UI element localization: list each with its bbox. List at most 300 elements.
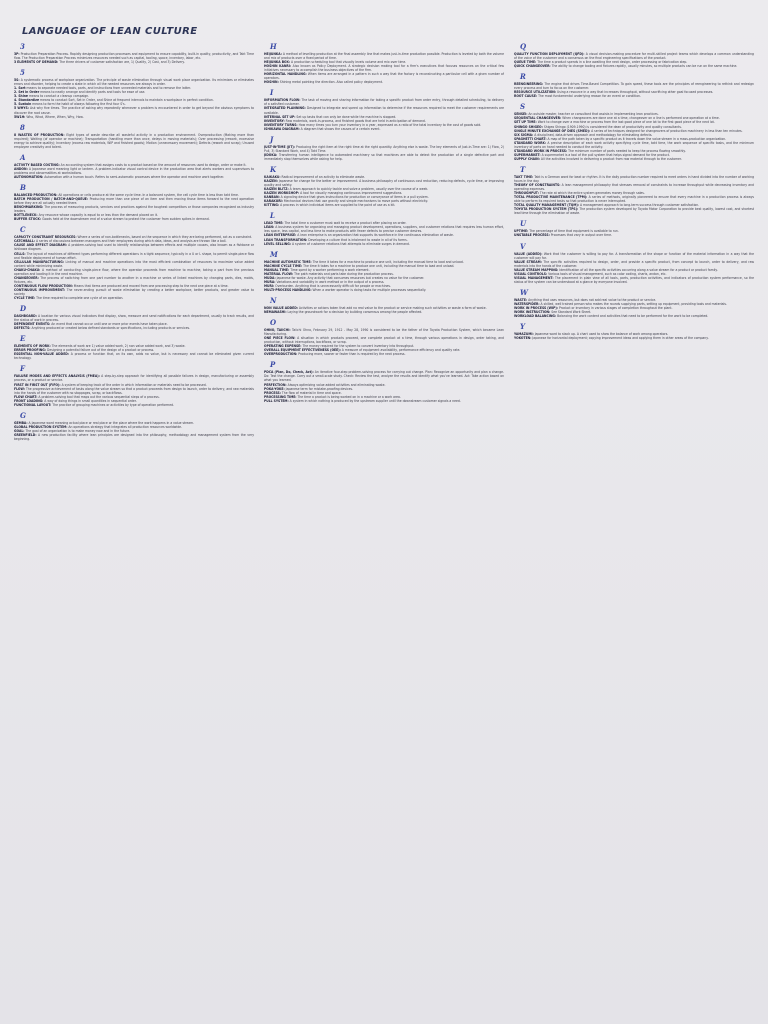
glossary-definition: A map of the path taken by a specific product as it travels down the value stream in a mass-production organization. xyxy=(546,136,727,141)
glossary-definition: Producing the right item at the right time at the right quantity. Anything else is waste. The key elements of Just-in-Time are: 1) Flow, 2) Pull, 3) Standard Work, and 4) Takt Time. xyxy=(264,144,504,153)
glossary-definition: Radical improvement of an activity to eliminate waste. xyxy=(280,174,366,179)
glossary-definition: A lean management philosophy that stresses removal of constraints to increase throughput while decreasing inventory and operating expenses. xyxy=(514,183,754,192)
glossary-definition: Production Preparation Process. Rapidly designing production processes and equipment to ensure capability, built-in quality, productivity, and Takt Time flow. The Production Preparation Process minimizes resources needed such as capital, tooling, space, inventory, labor, etc. xyxy=(14,52,254,61)
glossary-section xyxy=(514,289,754,318)
glossary-section xyxy=(14,154,254,179)
glossary-entry xyxy=(14,167,254,175)
glossary-term: TOTAL QUALITY MANAGEMENT (TQM): xyxy=(514,203,580,208)
glossary-term: YOKOTEN: xyxy=(514,336,532,341)
glossary-entry xyxy=(514,252,754,260)
glossary-term: GEMBA: xyxy=(14,420,28,425)
glossary-definition: A Japanese word meaning light or lantern. A problem-indicator visual control device in the production area that alerts workers and supervisors to problems and abnormalities at workstations. xyxy=(14,166,254,175)
glossary-entry xyxy=(264,80,504,84)
glossary-term: CHANGEOVER: xyxy=(14,275,39,280)
glossary-definition: The flow of material in time and space. xyxy=(280,390,342,395)
section-letter: P xyxy=(270,360,276,370)
glossary-column xyxy=(14,40,254,1014)
glossary-entry xyxy=(14,252,254,260)
glossary-definition: A new production facility where lean principles are designed into the philosophy, methodology and management system from the very beginning. xyxy=(14,432,254,441)
glossary-column xyxy=(264,40,504,1014)
glossary-section xyxy=(14,226,254,300)
glossary-term: MACHINE AUTOMATIC TIME: xyxy=(264,259,312,264)
section-letter: T xyxy=(520,164,526,174)
glossary-entry xyxy=(264,64,504,72)
glossary-entry xyxy=(264,98,504,106)
glossary-section xyxy=(14,184,254,221)
glossary-term: ERROR PROOFING: xyxy=(14,348,47,353)
glossary-entry xyxy=(14,260,254,268)
section-letter: A xyxy=(20,152,26,162)
glossary-term: KARAKURI: xyxy=(264,199,283,204)
glossary-section xyxy=(14,43,254,64)
glossary-definition: Where a series of non-bottlenecks, based on the sequence in which they are being performed, act as a constraint. xyxy=(76,235,253,240)
glossary-term: JIDOKA: xyxy=(264,152,278,157)
section-letter: E xyxy=(20,334,26,344)
glossary-definition: means to conduct a cleanup campaign. xyxy=(27,94,90,99)
glossary-section xyxy=(14,412,254,441)
glossary-definition: Activities or actions taken that add no real value to the product or service making such activities or waste a form of waste. xyxy=(297,305,487,310)
glossary-section xyxy=(514,43,754,68)
glossary-entry xyxy=(264,288,504,292)
glossary-definition: A system in which nothing is produced by the upstream supplier until the downstream customer signals a need. xyxy=(288,398,461,403)
glossary-term: VALUE STREAM MAPPING: xyxy=(514,267,559,272)
glossary-definition: A Japanese word meaning actual place or real place or the place where the work happens in a value stream. xyxy=(27,420,195,425)
glossary-section xyxy=(264,361,504,402)
glossary-definition: The process of measuring products, services and practices against the toughest competitors or those companies recognized as industry leaders. xyxy=(14,205,254,214)
section-letter: L xyxy=(270,211,275,221)
glossary-definition: All the activities involved in delivering a product from raw material through to the customer. xyxy=(539,156,682,161)
glossary-definition: Automation with a human touch. Refers to semi-automatic processes where the operator and machine work together. xyxy=(43,174,225,179)
glossary-entry xyxy=(264,203,504,207)
glossary-entry xyxy=(14,314,254,322)
glossary-definition: Using a resource in a way that increases throughput, without sacrificing other goal focused processes. xyxy=(556,90,714,95)
glossary-definition: A series of methods, originally pioneered to ensure that every machine in a production process is always able to perform its required tasks so that production is never interrupted. xyxy=(514,195,754,204)
glossary-entry xyxy=(264,399,504,403)
glossary-term: INTEGRATED PLANNING: xyxy=(264,106,306,111)
glossary-section xyxy=(14,69,254,118)
glossary-term: 3 ELEMENTS OF DEMAND: xyxy=(14,60,59,65)
glossary-definition: means to neatly arrange and identify parts and tools for ease of use. xyxy=(39,90,146,95)
glossary-definition: A production scheduling tool that visually levels volume and mix over time. xyxy=(290,60,407,65)
glossary-definition: An operations strategy that integrates all production resources worldwide. xyxy=(67,424,183,429)
glossary-term: STANDARD WORK IN PROCESS: xyxy=(514,148,568,153)
glossary-term: NON VALUE ADDED: xyxy=(264,305,298,310)
glossary-term: THROUGHPUT: xyxy=(514,191,539,196)
glossary-term: LEVEL SELLING: xyxy=(264,241,292,246)
glossary-definition: Variations and variability in work method or in the output of a process. xyxy=(275,279,385,284)
glossary-section xyxy=(514,243,754,284)
glossary-term: PROCESSING TIME: xyxy=(264,394,297,399)
section-letter: H xyxy=(270,42,277,51)
glossary-term: FAILURE MODES AND EFFECTS ANALYSIS (FMEA): xyxy=(14,374,100,379)
section-letter: V xyxy=(520,241,526,251)
glossary-term: TOYOTA PRODUCTION SYSTEM (TPS): xyxy=(514,207,579,212)
glossary-term: FLOW CHART: xyxy=(14,394,38,399)
glossary-term: MURI: xyxy=(264,283,275,288)
glossary-term: FRONT LOADING: xyxy=(14,398,44,403)
glossary-term: SEQUENTIAL CHANGEOVER: xyxy=(514,116,562,121)
glossary-entry xyxy=(14,133,254,149)
glossary-entry xyxy=(14,276,254,284)
glossary-entry xyxy=(514,260,754,268)
glossary-term: 5S: xyxy=(14,78,20,83)
glossary-term: ROOT CAUSE: xyxy=(514,94,538,99)
glossary-definition: The task of moving and sharing information for taking a specific product from order entry, through detailed scheduling, to delivery of a satisfied customer. xyxy=(264,98,504,107)
glossary-definition: Japanese for horizontal deployment; copying improvement ideas and applying them in other areas of the company. xyxy=(531,336,709,341)
glossary-term: OVERALL EQUIPMENT EFFECTIVENESS (OEE): xyxy=(264,348,341,353)
glossary-term: CATCHBALL: xyxy=(14,239,36,244)
glossary-section xyxy=(264,297,504,314)
glossary-term: SUPPLY CHAIN: xyxy=(514,156,540,161)
glossary-definition: When items are arranged in a pattern in such a way that the factory is reconstructing a particular cell with a given number of operators. xyxy=(264,72,504,81)
glossary-term: HOSHIN: xyxy=(264,80,279,85)
glossary-definition: The time a product is being worked on in a machine or a work area. xyxy=(296,394,401,399)
glossary-entry xyxy=(514,141,754,149)
section-letter: S xyxy=(520,102,526,112)
glossary-term: HEIJUNKA: xyxy=(264,52,282,56)
glossary-section xyxy=(264,212,504,245)
glossary-term: ESSENTIAL NON-VALUE ADDED: xyxy=(14,352,70,357)
glossary-definition: The total time a customer must wait to receive a product after placing an order. xyxy=(283,221,407,226)
glossary-entry xyxy=(514,157,754,161)
glossary-section xyxy=(514,220,754,237)
glossary-definition: Ask why five times. The practice of asking why repeatedly whenever a problem is encountered in order to get beyond the obvious symptoms to discover the root cause. xyxy=(14,106,254,115)
glossary-definition: A signaling device that gives instructions for production or conveyance of items in a pull system. xyxy=(279,195,429,200)
glossary-definition: Shining metal pointing the direction. Also called policy deployment. xyxy=(278,80,384,85)
section-letter: D xyxy=(20,304,27,314)
glossary-definition: Raw materials, work-in-process, and finished goods that are held in anticipation of demand. xyxy=(284,118,426,123)
glossary-definition: An accounting system that assigns costs to a product based on the amount of resources used to design, order or make it. xyxy=(59,162,247,167)
glossary-section xyxy=(264,251,504,292)
glossary-section xyxy=(264,166,504,207)
glossary-term: OVERPRODUCTION: xyxy=(264,352,298,357)
glossary-definition: The production system developed by Toyota Motor Corporation to provide best quality, lowest cost, and shortest lead time through the elimination of waste. xyxy=(514,207,754,216)
glossary-definition: Producing more than one piece of an item and then moving those items forward to the next operation before they are all actually needed there. xyxy=(14,197,254,206)
glossary-definition: Developing a culture that is intolerant to waste in all of its forms. xyxy=(307,237,408,242)
glossary-entry xyxy=(14,352,254,360)
glossary-definition: A lean enterprise is an organization that supports its workforce in the continuous elimination of waste. xyxy=(296,233,454,238)
glossary-definition: Takt is a German word for beat or rhythm. It is the daily production number required to meet orders in hand divided into the number of working hours in the day. xyxy=(514,174,754,183)
glossary-definition: The most fundamental underlying reason for an event or condition. xyxy=(537,94,641,99)
glossary-definition: Means that items are produced and moved from one processing step to the next one piece at a time. xyxy=(72,283,229,288)
section-letter: F xyxy=(20,364,25,374)
glossary-definition: Japanese for change for the better or improvement. A business philosophy of continuous cost reduction, reducing defects, cycle time, or improving quality and safety. xyxy=(264,178,504,188)
glossary-term: ELEMENTS OF WORK: xyxy=(14,344,51,349)
glossary-term: QUALITY FUNCTION DEPLOYMENT (QFD): xyxy=(514,52,585,56)
glossary-term: FLOW: xyxy=(14,386,25,391)
glossary-term: REENGINEERING: xyxy=(514,82,544,87)
glossary-term: KANBAN: xyxy=(264,195,280,200)
glossary-term: VALUE STREAM: xyxy=(514,259,542,264)
glossary-column xyxy=(514,40,754,1014)
glossary-term: VISUAL MANAGEMENT: xyxy=(514,275,554,280)
glossary-term: SIX SIGMA: xyxy=(514,132,534,137)
glossary-term: SHINGO SHIGEO: xyxy=(514,124,543,129)
section-letter: Q xyxy=(520,42,527,51)
glossary-term: ONE PIECE FLOW: xyxy=(264,336,296,341)
section-letter: 5 xyxy=(20,68,25,78)
glossary-term: MURA: xyxy=(264,279,276,284)
glossary-term: UNSTABLE PROCESS: xyxy=(514,233,550,238)
glossary-definition: An outside master, teacher or consultant that assists in implementing lean practices. xyxy=(527,112,659,117)
glossary-definition: Processes that vary in output over time. xyxy=(549,233,612,238)
glossary-definition: The never-ending pursuit of waste elimination by creating a better workplace, better products, and greater value to society. xyxy=(14,287,254,296)
glossary-entry xyxy=(514,195,754,203)
glossary-term: PULL SYSTEM: xyxy=(264,398,289,403)
glossary-definition: Work that the customer is willing to pay for. A transformation of the shape or function of the material information in a way that the customer will pay for. xyxy=(514,251,754,260)
glossary-term: KAIZEN WORKSHOP: xyxy=(264,191,300,196)
section-letter: K xyxy=(270,164,277,174)
glossary-term: GREENFIELD: xyxy=(14,432,37,437)
glossary-entry xyxy=(14,243,254,251)
glossary-definition: Balancing the work content and activities that need to be performed for the work to be completed. xyxy=(556,314,709,319)
glossary-entry xyxy=(264,52,504,60)
glossary-entry xyxy=(14,106,254,114)
glossary-entry xyxy=(514,82,754,90)
section-letter: N xyxy=(270,295,277,305)
glossary-term: OPERATING EXPENSE: xyxy=(264,344,302,349)
glossary-entry xyxy=(264,179,504,187)
glossary-term: DEPENDENT EVENTS: xyxy=(14,322,51,327)
glossary-term: POKA-YOKE: xyxy=(264,386,285,391)
glossary-entry xyxy=(14,60,254,64)
glossary-definition: Various tools of visual management, such as color coding, charts, andon, etc. xyxy=(547,271,667,276)
glossary-term: SENSEI: xyxy=(514,112,528,117)
glossary-entry xyxy=(264,153,504,161)
glossary-entry xyxy=(14,288,254,296)
glossary-term: CAPACITY CONSTRAINT RESOURCES: xyxy=(14,235,77,240)
glossary-term: CAUSE AND EFFECT DIAGRAM: xyxy=(14,243,67,248)
glossary-definition: means to conduct Sort, Set in Order, and Shine at frequent intervals to maintain a workplace in perfect condition. xyxy=(39,98,214,103)
glossary-definition: The time it takes for a machine to produce one unit, including the manual time to load and unload. xyxy=(311,259,464,264)
section-letter: B xyxy=(20,182,26,192)
glossary-definition: Transferring human intelligence to automated machinery so that machines are able to detect the production of a single defective part and immediately stop themselves while asking for help. xyxy=(264,152,504,161)
glossary-definition: A disciplined, data-driven approach and methodology for eliminating defects. xyxy=(533,132,653,137)
section-letter: U xyxy=(520,219,527,229)
section-letter: R xyxy=(520,72,526,82)
glossary-definition: A process or function that, on its own, adds no value, but is necessary and cannot be eliminated given current technology. xyxy=(14,352,254,361)
glossary-entry xyxy=(514,207,754,215)
section-letter: W xyxy=(520,287,528,297)
glossary-term: WORK INSTRUCTION: xyxy=(514,310,551,315)
glossary-definition: The process of switching from one part number to another in a machine or series of linked machines by changing parts, dies, molds, fixtures, etc. xyxy=(14,275,254,284)
glossary-term: KAIKAKU: xyxy=(264,174,281,179)
glossary-columns xyxy=(14,40,754,1014)
glossary-definition: A measure of equipment availability, performance efficiency and quality rate. xyxy=(340,348,461,353)
glossary-term: BUFFER STOCK: xyxy=(14,217,42,222)
section-letter: M xyxy=(270,249,278,259)
glossary-term: ANDON: xyxy=(14,166,28,171)
glossary-section xyxy=(264,43,504,84)
glossary-definition: An iterative four-step problem-solving process for carrying out change. Plan: Recognize an opportunity and plan a change. Do: Test the change. Carry out a small-scale study. Check: Review the test, analyze the results and identify what you've learned. Act: Take action based on what you learned. xyxy=(264,370,504,383)
glossary-term: BALANCED PRODUCTION: xyxy=(14,192,58,197)
glossary-definition: Producing more, sooner or faster than is required by the next process. xyxy=(297,352,406,357)
glossary-term: 2. Set in Order xyxy=(14,90,40,95)
glossary-section xyxy=(514,73,754,98)
glossary-term: TOTAL PRODUCTIVE MAINTENANCE (TPM): xyxy=(514,195,588,200)
glossary-term: CONTINUOUS FLOW PRODUCTION: xyxy=(14,283,73,288)
glossary-definition: The practice of grouping machines or activities by type of operation performed. xyxy=(51,402,175,407)
glossary-definition: Designing a potential failure out of the design of a product or process. xyxy=(46,348,155,353)
glossary-entry xyxy=(14,433,254,441)
glossary-definition: See Standard Work Sheet. xyxy=(550,310,592,315)
glossary-term: CONTINUOUS IMPROVEMENT: xyxy=(14,287,66,292)
section-letter: I xyxy=(270,88,274,98)
glossary-term: PROCESS: xyxy=(264,390,281,395)
section-letter: C xyxy=(20,225,26,235)
glossary-definition: A problem-solving tool used to identify relationships between effects and multiple causes, also known as a fishbone or Ishikawa diagram. xyxy=(14,243,254,252)
glossary-term: DEFECTS: xyxy=(14,326,31,331)
glossary-term: QUICK CHANGEOVER: xyxy=(514,64,551,69)
glossary-term: INVENTORY: xyxy=(264,118,285,123)
glossary-term: CELLULAR MANUFACTURING: xyxy=(14,259,64,264)
glossary-entry xyxy=(514,64,754,68)
glossary-term: 3P: xyxy=(14,52,20,56)
glossary-definition: The percentage of time that equipment is available to run. xyxy=(528,229,619,234)
glossary-definition: Goods held at the downstream end of a value stream to protect the customer from sudden spikes in demand. xyxy=(41,217,210,222)
glossary-entry xyxy=(514,94,754,98)
section-letter: Y xyxy=(520,322,525,332)
glossary-term: HOSHIN KANRI: xyxy=(264,64,292,69)
glossary-entry xyxy=(514,183,754,191)
glossary-definition: A way of doing things in small quantities in sequential order. xyxy=(43,398,137,403)
glossary-entry xyxy=(14,52,254,60)
glossary-entry xyxy=(514,314,754,318)
glossary-term: SET UP TIME: xyxy=(514,120,537,125)
glossary-entry xyxy=(264,127,504,131)
glossary-definition: Always optimizing value added activities and eliminating waste. xyxy=(286,382,386,387)
page-title: LANGUAGE OF LEAN CULTURE xyxy=(22,26,198,37)
glossary-definition: The minimum number of parts needed to keep the process flowing smoothly. xyxy=(567,148,686,153)
glossary-entry xyxy=(264,328,504,336)
glossary-term: SPAGHETTI CHART: xyxy=(514,136,547,141)
glossary-definition: All operations or cells produce at the same cycle time. In a balanced system, the cell cycle time is less than takt time. xyxy=(57,192,239,197)
glossary-entry xyxy=(14,115,254,119)
glossary-term: VALUE (ADDED): xyxy=(514,251,543,256)
glossary-definition: The layout of machines of different types performing different operations in a tight sequence, typically in a U or L shape, to permit single-piece flow and flexible deployment of human effort. xyxy=(14,251,254,260)
glossary-term: NEMAWASHI: xyxy=(264,310,287,315)
glossary-definition: The path materials and parts take during the production process. xyxy=(293,271,394,276)
glossary-definition: Who, What, Where, When, Why, How. xyxy=(25,114,84,119)
glossary-term: BENCHMARKING: xyxy=(14,205,44,210)
glossary-definition: A diagram that shows the causes of a certain event. xyxy=(299,126,381,131)
glossary-entry xyxy=(14,205,254,213)
glossary-definition: A precise description of each work activity specifying cycle time, takt time, the work sequence of specific tasks, and the minimum inventory of parts on hand needed to conduct the activity. xyxy=(514,140,754,149)
glossary-section xyxy=(14,335,254,360)
glossary-term: KAIZEN: xyxy=(264,178,278,183)
glossary-term: LEAN ENTERPRISE: xyxy=(264,233,297,238)
glossary-definition: The time required to complete one cycle of an operation. xyxy=(35,296,124,301)
glossary-term: WORK IN PROCESS (WIP): xyxy=(514,305,558,310)
glossary-definition: Identification of all the specific activities occurring along a value stream for a product or product family. xyxy=(558,267,718,272)
glossary-term: HORIZONTAL HANDLING: xyxy=(264,72,307,77)
glossary-definition: The ability to change tooling and fixtures rapidly, usually minutes, so multiple products can be run on the same machine. xyxy=(550,64,738,69)
glossary-entry xyxy=(14,296,254,300)
glossary-definition: The elements of work are 1) value added work, 2) non value added work, and 3) waste. xyxy=(50,344,186,349)
glossary-definition: Anything that uses resources, but does not add real value to the product or service. xyxy=(527,297,657,302)
glossary-definition: A systematic process of workplace organization. The principle of waste elimination through visual work place organization. Its minimizes or eliminates errors and disorder, helping to create a state in which all the needed resources are always in order. xyxy=(14,78,254,87)
glossary-definition: A system of keeping track of the order in which information or materials need to be processed. xyxy=(60,382,207,387)
glossary-entry xyxy=(264,145,504,153)
glossary-definition: When a worker operator is doing tasks for multiple processes sequentially. xyxy=(311,287,427,292)
glossary-definition: The three drivers of customer satisfaction are, 1) Quality, 2) Cost, and 3) Delivery. xyxy=(58,60,185,65)
glossary-definition: A situation in which products proceed, one complete product at a time, through various operations in design, order taking, and production, without interruptions, backflows, or scrap. xyxy=(264,336,504,345)
glossary-term: UPTIME: xyxy=(514,229,529,234)
glossary-entry xyxy=(264,72,504,80)
glossary-definition: The time it takes for a machine to produce one unit, including the manual time to load and unload. xyxy=(302,263,455,268)
glossary-entry xyxy=(264,336,504,344)
glossary-term: GOAL: xyxy=(14,428,25,433)
glossary-definition: Overburden. Anything that is unnecessarily difficult for people or machines. xyxy=(274,283,391,288)
glossary-definition: A problem-solving tool that maps out the various sequential steps of a process. xyxy=(37,394,160,399)
glossary-entry xyxy=(264,106,504,114)
glossary-term: LEAD TIME: xyxy=(264,221,284,226)
glossary-definition: The goal of an organization is to make money now and in the future. xyxy=(24,428,131,433)
glossary-section xyxy=(264,136,504,161)
glossary-definition: Any resource whose capacity is equal to or less than the demand placed on it. xyxy=(37,213,159,218)
glossary-definition: Product or inventory in various stages of completion throughout the plant. xyxy=(558,305,673,310)
glossary-term: 4. Standardize xyxy=(14,98,40,103)
glossary-definition: The placement in plain view of all tools, parts, production activities, and indicators of production system performance, so the status of the system can be understood at a glance by everyone involved. xyxy=(514,275,754,284)
glossary-definition: Also known as Policy Deployment. A strategic decision making tool for a firm's executives that focuses resources on the critical few initiatives necessary to accomplish the business objectives of the firm. xyxy=(264,64,504,73)
glossary-term: DASHBOARD: xyxy=(14,314,37,319)
glossary-definition: Eight types of waste describe all wasteful activity in a production environment. Overproduction (Making more than required); Waiting (of operator or machine); Transportation (handling more than once, delays in moving materials); Over processing (rework, excessive energy to achieve quality); Inventory (excess raw materials, WIP and finished goods); Motion (unnecessary movement); Defects (rework and scrap); Unused employee creativity and talent. xyxy=(14,132,254,149)
glossary-definition: Shigeo Shingo (1909-1990) is considered the dean of productivity and quality consultants. xyxy=(542,124,682,129)
glossary-entry xyxy=(264,310,504,314)
glossary-term: AUTONOMATION: xyxy=(14,174,44,179)
glossary-definition: A team approach to quickly tackle and solve a problem, usually over the course of a week. xyxy=(288,187,429,192)
glossary-term: PDCA (Plan, Do, Check, Act): xyxy=(264,370,314,375)
glossary-term: CHAKU-CHAKU: xyxy=(14,267,41,272)
glossary-term: 5W1H: xyxy=(14,114,26,119)
glossary-definition: A visual decision-making procedure for multi-skilled project teams which develops a common understanding of the voice of the customer and a consensus on the final engineering specifications of the product. xyxy=(514,52,754,61)
glossary-definition: When changeovers are done one at a time, changeover on a line is performed one operation at a time. xyxy=(561,116,720,121)
glossary-definition: Time spent by a worker performing a work element. xyxy=(289,267,370,272)
glossary-term: INVENTORY TURNS: xyxy=(264,122,298,127)
glossary-section xyxy=(14,305,254,330)
glossary-definition: The specific activities required to design, order, and provide a specific product, from concept to launch, order to delivery, and raw materials into the hands of the customer. xyxy=(514,259,754,268)
glossary-term: GLOBAL PRODUCTION SYSTEM: xyxy=(14,424,68,429)
glossary-entry xyxy=(14,374,254,382)
glossary-term: 5. Sustain xyxy=(14,102,32,107)
glossary-definition: means to separate needed tools, parts, and instructions from unneeded materials and to remove the latter. xyxy=(25,86,191,91)
glossary-term: 1. Sort xyxy=(14,86,26,91)
glossary-definition: Linking of manual and machine operations into the most efficient combination of resources to maximize value added content while minimizing waste. xyxy=(14,259,254,268)
section-letter: O xyxy=(270,318,277,328)
glossary-term: MACHINE CYCLE TIME: xyxy=(264,263,303,268)
glossary-definition: A method of levelling production at the final assembly line that makes just-in-time production possible. Production is leveled by both the volume and mix of products over a fixed period of time. xyxy=(264,52,504,61)
section-letter: J xyxy=(270,134,274,144)
glossary-definition: Japanese for waste. Any activity that consumes resources but creates no value for the customer. xyxy=(275,275,425,280)
glossary-term: LEAN: xyxy=(264,225,275,230)
glossary-section xyxy=(14,365,254,406)
glossary-section xyxy=(14,124,254,149)
glossary-entry xyxy=(514,175,754,183)
glossary-term: INTERNAL SET UP: xyxy=(264,114,296,119)
glossary-term: FIRST IN FIRST OUT (FIFO): xyxy=(14,382,61,387)
glossary-term: MUDA: xyxy=(264,275,276,280)
glossary-definition: A management approach to long-term success through customer satisfaction. xyxy=(579,203,700,208)
glossary-definition: Mechanical devices that use gravity and simple mechanisms to move parts without electricity. xyxy=(282,199,429,204)
glossary-term: HEIJUNKA BOX: xyxy=(264,60,291,65)
glossary-term: YAMAZUMI: xyxy=(514,332,534,337)
glossary-term: 5 WHYS: xyxy=(14,106,29,111)
glossary-definition: Taiichi Ohno, February 29, 1912 - May 28, 1990 is considered to be the father of the Toyota Production System, which became Lean Manufacturing. xyxy=(264,328,504,337)
glossary-definition: The money required for the system to convert inventory into throughput. xyxy=(301,344,415,349)
glossary-entry xyxy=(14,387,254,395)
glossary-definition: How many times you turn your inventory in a year, expressed as a ratio of the total inventory to the cost of goods sold. xyxy=(297,122,482,127)
glossary-term: BATCH PRODUCTION / BATCH-AND-QUEUE: xyxy=(14,197,89,202)
